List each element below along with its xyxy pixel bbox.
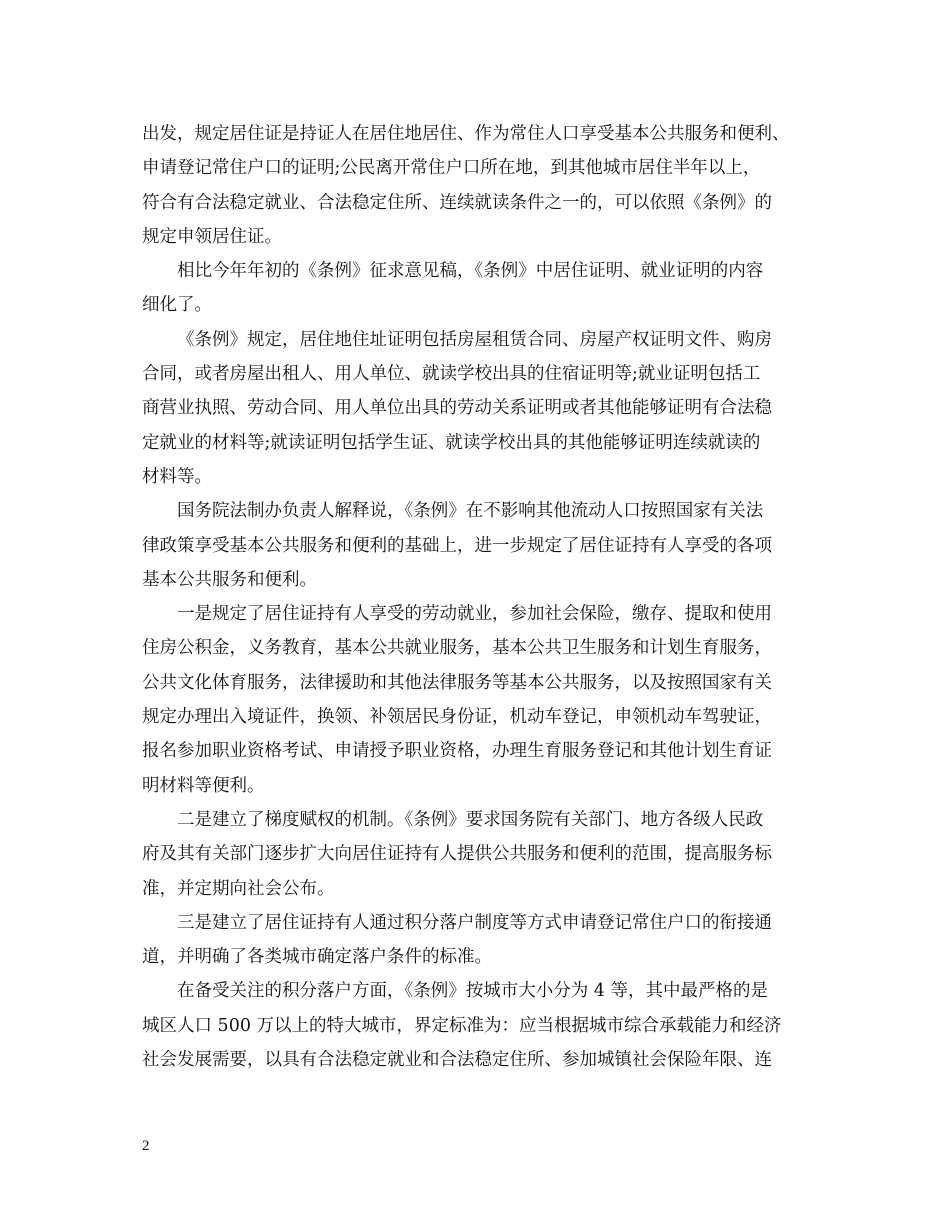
text-line: 合同，或者房屋出租人、用人单位、就读学校出具的住宿证明等;就业证明包括工 xyxy=(142,364,761,385)
text-line: 道，并明确了各类城市确定落户条件的标准。 xyxy=(142,947,492,968)
text-line: 相比今年年初的《条例》征求意见稿，《条例》中居住证明、就业证明的内容 xyxy=(177,261,764,282)
text-line: 一是规定了居住证持有人享受的劳动就业，参加社会保险，缴存、提取和使用 xyxy=(177,604,772,625)
text-line: 社会发展需要，以具有合法稳定就业和合法稳定住所、参加城镇社会保险年限、连 xyxy=(142,1050,772,1071)
text-line: 出发，规定居住证是持证人在居住地居住、作为常住人口享受基本公共服务和便利、 xyxy=(142,124,790,144)
text-line: 国务院法制办负责人解释说，《条例》在不影响其他流动人口按照国家有关法 xyxy=(177,501,764,522)
text-line: 规定申领居住证。 xyxy=(142,226,282,247)
text-line: 住房公积金，义务教育，基本公共就业服务，基本公共卫生服务和计划生育服务， xyxy=(142,638,772,659)
body-text xyxy=(142,117,822,1077)
text-line: 公共文化体育服务，法律援助和其他法律服务等基本公共服务，以及按照国家有关 xyxy=(142,672,772,693)
text-line: 定就业的材料等;就读证明包括学生证、就读学校出具的其他能够证明连续就读的 xyxy=(142,432,761,453)
text-line: 符合有合法稳定就业、合法稳定住所、连续就读条件之一的，可以依照《条例》的 xyxy=(142,192,772,213)
text-line: 材料等。 xyxy=(142,466,212,487)
text-line: 《条例》规定，居住地住址证明包括房屋租赁合同、房屋产权证明文件、购房 xyxy=(177,329,772,350)
text-line: 申请登记常住户口的证明;公民离开常住户口所在地，到其他城市居住半年以上， xyxy=(142,158,761,179)
text-line: 城区人口 500 万以上的特大城市，界定标准为：应当根据城市综合承载能力和经济 xyxy=(142,1015,782,1036)
text-line: 三是建立了居住证持有人通过积分落户制度等方式申请登记常住户口的衔接通 xyxy=(177,912,772,933)
text-line: 准，并定期向社会公布。 xyxy=(142,878,335,899)
text-line: 基本公共服务和便利。 xyxy=(142,569,317,590)
text-line: 商营业执照、劳动合同、用人单位出具的劳动关系证明或者其他能够证明有合法稳 xyxy=(142,398,772,419)
text-line: 二是建立了梯度赋权的机制。《条例》要求国务院有关部门、地方各级人民政 xyxy=(177,809,764,830)
text-line: 律政策享受基本公共服务和便利的基础上，进一步规定了居住证持有人享受的各项 xyxy=(142,535,772,556)
text-line: 在备受关注的积分落户方面，《条例》按城市大小分为 4 等，其中最严格的是 xyxy=(177,981,769,1002)
text-line: 府及其有关部门逐步扩大向居住证持有人提供公共服务和便利的范围，提高服务标 xyxy=(142,844,772,865)
text-line: 规定办理出入境证件，换领、补领居民身份证，机动车登记，申领机动车驾驶证， xyxy=(142,707,772,728)
text-line: 报名参加职业资格考试、申请授予职业资格，办理生育服务登记和其他计划生育证 xyxy=(142,741,772,762)
page-number: 2 xyxy=(142,1138,150,1154)
text-line: 明材料等便利。 xyxy=(142,775,265,796)
text-line: 细化了。 xyxy=(142,295,212,316)
